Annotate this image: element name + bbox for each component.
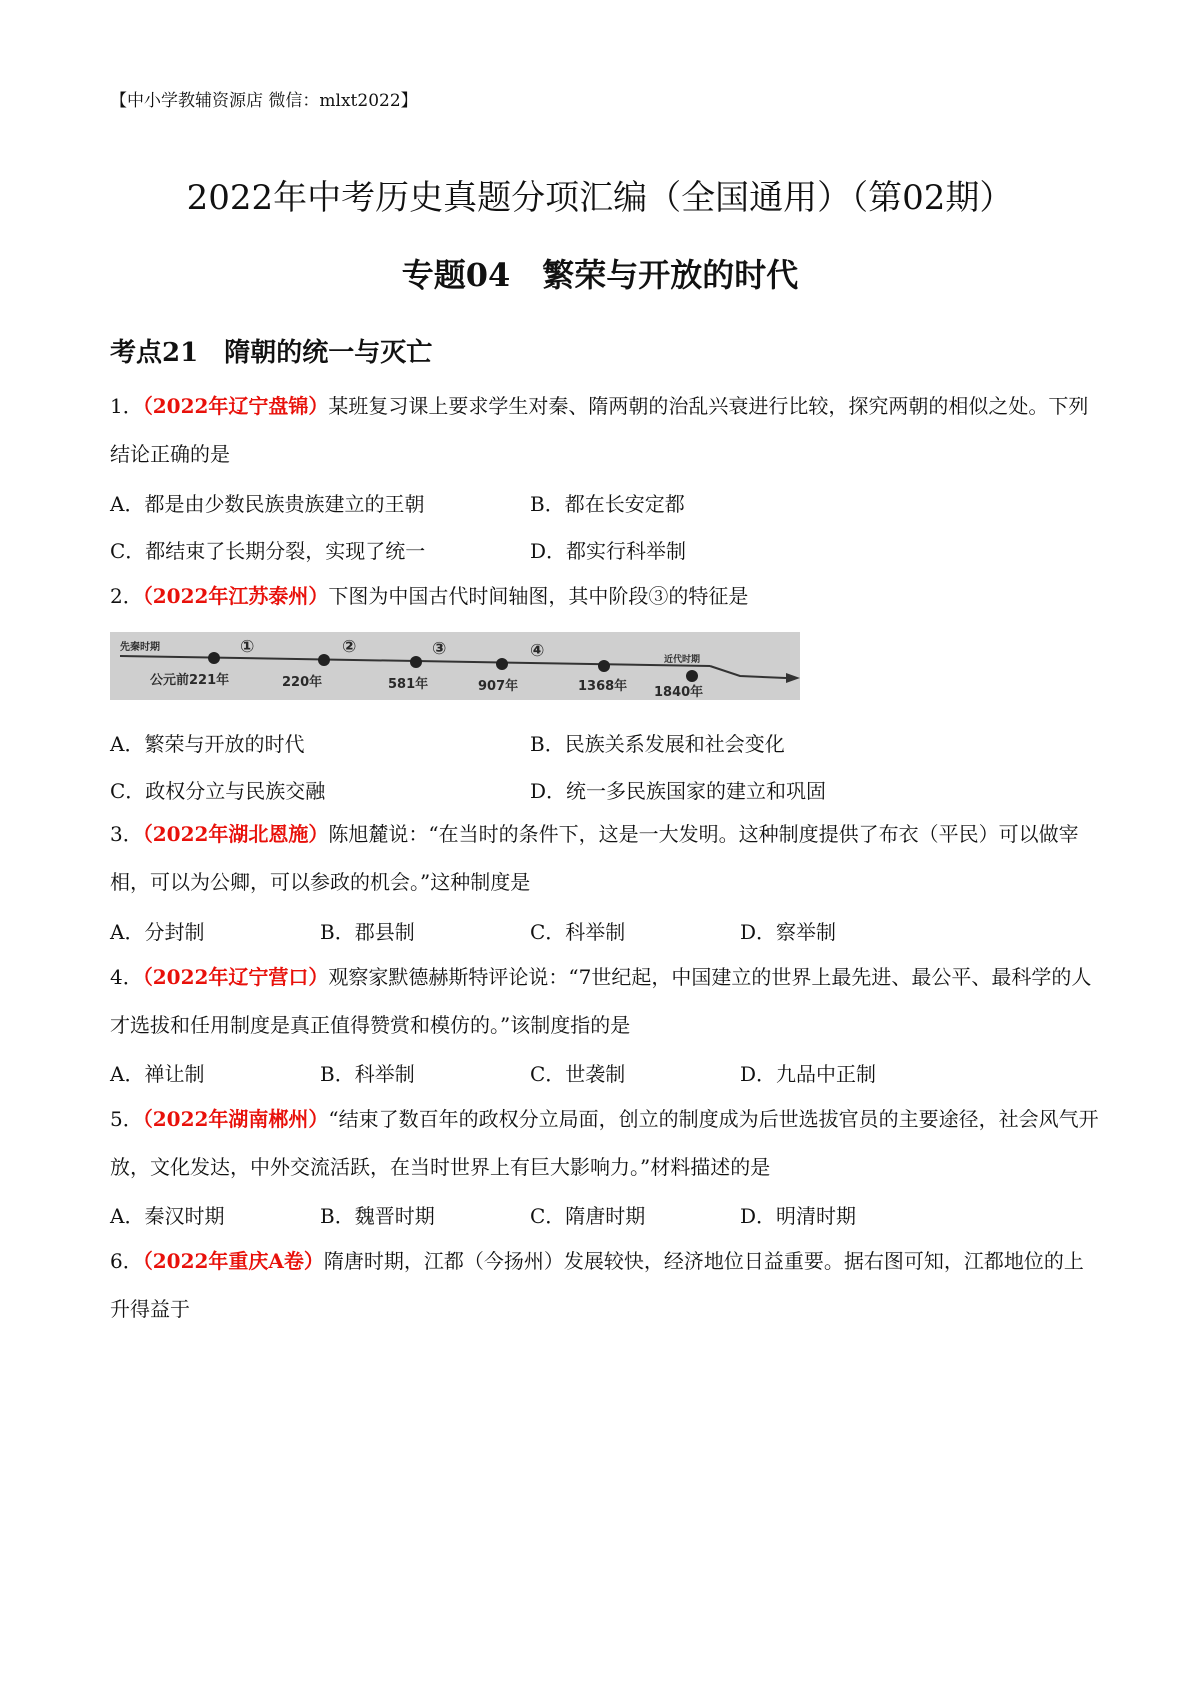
question-number: 5．	[110, 1107, 143, 1131]
question-stem: 陈旭麓说：“在当时的条件下，这是一大发明。这种制度提供了布衣（平民）可以做宰相，可以为公卿，可以参政的机会。”这种制度是	[110, 822, 1079, 894]
question-stem: “结束了数百年的政权分立局面，创立的制度成为后世选拔官员的主要途径，社会风气开放，文化发达，中外交流活跃，在当时世界上有巨大影响力。”材料描述的是	[110, 1107, 1099, 1179]
timeline-node	[318, 654, 330, 666]
timeline-stage-2: ②	[342, 637, 357, 657]
option-a: A．都是由少数民族贵族建立的王朝	[110, 492, 425, 516]
option-b: B．都在长安定都	[530, 492, 685, 516]
option-d: D．明清时期	[740, 1204, 857, 1228]
question-number: 3．	[110, 822, 143, 846]
timeline-year-2: 220年	[282, 675, 323, 690]
timeline-year-5: 1368年	[578, 679, 628, 694]
timeline-stage-4: ④	[530, 641, 545, 661]
question-stem: 观察家默德赫斯特评论说：“7世纪起，中国建立的世界上最先进、最公平、最科学的人才选拔和任用制度是真正值得赞赏和模仿的。”该制度指的是	[110, 965, 1092, 1037]
question-number: 2．	[110, 584, 143, 608]
question-1	[110, 382, 1100, 478]
question-stem: 下图为中国古代时间轴图，其中阶段③的特征是	[328, 584, 749, 608]
timeline-year-1: 公元前221年	[150, 673, 230, 688]
timeline-figure	[110, 632, 800, 700]
timeline-node	[598, 660, 610, 672]
question-source: （2022年湖南郴州）	[142, 1107, 329, 1131]
section-number: 考点21	[110, 338, 199, 368]
option-a: A．秦汉时期	[110, 1204, 225, 1228]
timeline-left-label: 先秦时期	[120, 642, 160, 653]
header-note: 【中小学教辅资源店 微信：mlxt2022】	[110, 91, 418, 111]
question-2	[110, 572, 1100, 620]
timeline-year-3: 581年	[388, 677, 429, 692]
question-source: （2022年江苏泰州）	[142, 584, 329, 608]
question-6	[110, 1237, 1100, 1333]
timeline-stage-3: ③	[432, 639, 447, 659]
timeline-node	[686, 670, 698, 682]
question-source: （2022年湖北恩施）	[142, 822, 329, 846]
question-stem: 隋唐时期，江都（今扬州）发展较快，经济地位日益重要。据右图可知，江都地位的上升得益于	[110, 1249, 1084, 1321]
question-4	[110, 953, 1100, 1049]
option-b: B．郡县制	[320, 920, 415, 944]
document-title: 2022年中考历史真题分项汇编（全国通用）（第02期）	[186, 178, 1014, 218]
option-b: B．魏晋时期	[320, 1204, 435, 1228]
option-a: A．禅让制	[110, 1062, 205, 1086]
document-subtitle: 专题04 繁荣与开放的时代	[401, 256, 799, 294]
options-row-q2a	[110, 728, 1100, 774]
timeline-node	[496, 658, 508, 670]
option-d: D．都实行科举制	[530, 539, 687, 563]
question-5	[110, 1095, 1100, 1191]
option-d: D．统一多民族国家的建立和巩固	[530, 779, 827, 803]
question-source: （2022年辽宁盘锦）	[142, 394, 329, 418]
section-name: 隋朝的统一与灭亡	[224, 338, 433, 368]
option-d: D．察举制	[740, 920, 837, 944]
options-row-q1a	[110, 488, 1100, 534]
option-b: B．科举制	[320, 1062, 415, 1086]
question-number: 6．	[110, 1249, 143, 1273]
question-number: 4．	[110, 965, 143, 989]
option-a: A．分封制	[110, 920, 205, 944]
option-c: C．世袭制	[530, 1062, 626, 1086]
option-d: D．九品中正制	[740, 1062, 877, 1086]
option-c: C．科举制	[530, 920, 626, 944]
timeline-node	[410, 656, 422, 668]
timeline-year-4: 907年	[478, 679, 519, 694]
timeline-node	[208, 652, 220, 664]
timeline-year-6: 1840年	[654, 685, 704, 700]
question-3	[110, 810, 1100, 906]
timeline-right-label: 近代时期	[664, 655, 701, 665]
question-number: 1．	[110, 394, 143, 418]
timeline-stage-1: ①	[240, 637, 255, 657]
question-source: （2022年重庆A卷）	[142, 1249, 324, 1273]
question-stem: 某班复习课上要求学生对秦、隋两朝的治乱兴衰进行比较，探究两朝的相似之处。下列结论正确的是	[110, 394, 1089, 466]
option-c: C．政权分立与民族交融	[110, 779, 326, 803]
option-c: C．都结束了长期分裂，实现了统一	[110, 539, 426, 563]
option-a: A．繁荣与开放的时代	[110, 732, 305, 756]
question-source: （2022年辽宁营口）	[142, 965, 329, 989]
option-b: B．民族关系发展和社会变化	[530, 732, 785, 756]
section-heading	[110, 332, 432, 369]
option-c: C．隋唐时期	[530, 1204, 646, 1228]
